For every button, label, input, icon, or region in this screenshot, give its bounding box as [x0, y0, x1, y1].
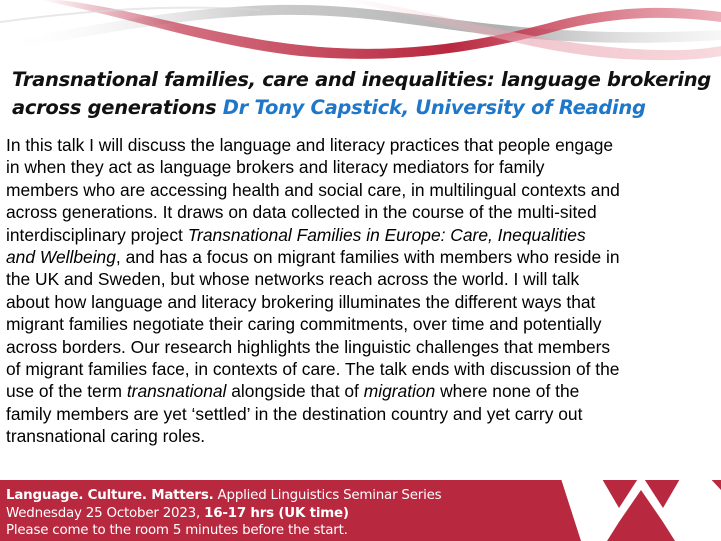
abstract-line: and Wellbeing, and has a focus on migrant families with members who reside in — [6, 247, 620, 268]
university-w-logo-icon — [545, 480, 721, 541]
abstract-line: migrant families negotiate their caring commitments, over time and potentially — [6, 314, 602, 335]
abstract-line: the UK and Sweden, but whose networks reach across the world. I will talk — [6, 269, 580, 290]
event-date: Wednesday 25 October 2023, — [6, 505, 205, 521]
abstract-line: in when they act as language brokers and literacy mediators for family — [6, 157, 545, 178]
term-transnational-italic: transnational — [126, 381, 227, 402]
abstract-line: about how language and literacy brokering illuminates the different ways that — [6, 291, 596, 312]
talk-abstract — [6, 134, 718, 448]
event-time: 16-17 hrs (UK time) — [204, 505, 349, 521]
footer-series-line — [6, 487, 441, 505]
project-title-italic: and Wellbeing — [6, 247, 116, 268]
project-title-italic: Transnational Families in Europe: Care, Inequalities — [187, 224, 586, 245]
abstract-line: members who are accessing health and social care, in multilingual contexts and — [6, 179, 620, 200]
talk-title-main: Transnational families, care and inequalities: language brokering across generations — [12, 68, 711, 119]
abstract-line: interdisciplinary project Transnational Families in Europe: Care, Inequalities — [6, 224, 586, 245]
abstract-line: use of the term transnational alongside that of migration where none of the — [6, 381, 580, 402]
footer-banner — [0, 480, 721, 541]
footer-date-line — [6, 505, 441, 523]
series-brand: Language. Culture. Matters. — [6, 488, 214, 503]
abstract-line: family members are yet ‘settled’ in the destination country and yet carry out — [6, 403, 583, 424]
abstract-line: In this talk I will discuss the language and literacy practices that people engage — [6, 135, 614, 155]
series-name: Applied Linguistics Seminar Series — [213, 488, 442, 503]
footer-text — [6, 487, 441, 540]
abstract-line: transnational caring roles. — [6, 426, 206, 447]
term-migration-italic: migration — [363, 381, 436, 402]
header-swoosh-decoration — [0, 0, 721, 70]
talk-speaker: Dr Tony Capstick, University of Reading — [222, 96, 646, 119]
abstract-line: of migrant families face, in contexts of care. The talk ends with discussion of the — [6, 359, 620, 380]
abstract-line: across borders. Our research highlights the linguistic challenges that members — [6, 336, 611, 357]
footer-note: Please come to the room 5 minutes before the start. — [6, 523, 348, 538]
talk-title — [12, 66, 712, 122]
abstract-line: across generations. It draws on data collected in the course of the multi-sited — [6, 202, 597, 223]
